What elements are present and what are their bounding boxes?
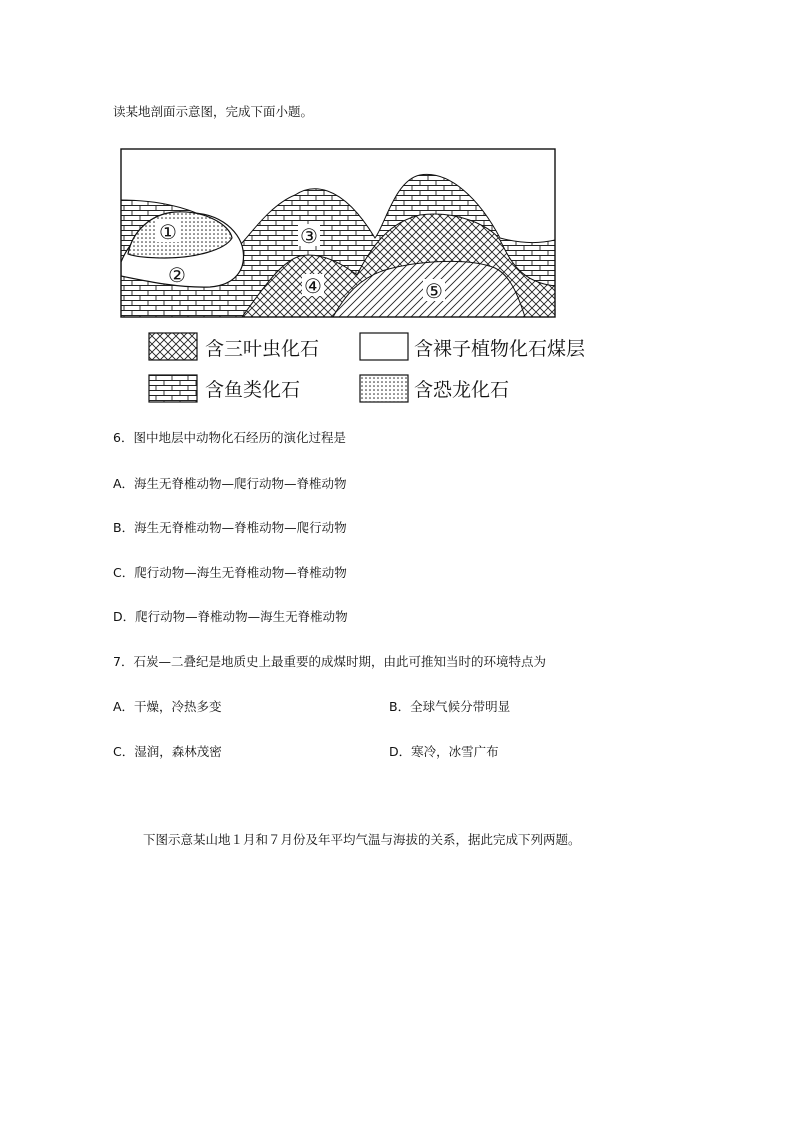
legend-swatch-trilobite (149, 333, 197, 360)
intro-text: 读某地剖面示意图，完成下面小题。 (113, 104, 314, 119)
question-6-option-d: D．爬行动物—脊椎动物—海生无脊椎动物 (113, 609, 348, 624)
question-7-stem: 7．石炭—二叠纪是地质史上最重要的成煤时期，由此可推知当时的环境特点为 (113, 654, 546, 669)
legend-label-trilobite: 含三叶虫化石 (205, 338, 320, 360)
label-5: ⑤ (425, 279, 443, 303)
question-7-option-a: A．干燥，冷热多变 (113, 699, 222, 714)
label-4: ④ (304, 274, 322, 298)
legend-swatch-gymnosperm-coal (360, 333, 408, 360)
legend (149, 333, 585, 402)
legend-swatch-fish (149, 375, 197, 402)
label-2: ② (168, 263, 186, 287)
question-6-option-b: B．海生无脊椎动物—脊椎动物—爬行动物 (113, 520, 347, 535)
question-7-option-c: C．湿润，森林茂密 (113, 744, 222, 759)
question-7-option-b: B．全球气候分带明显 (389, 699, 511, 714)
label-3: ③ (300, 224, 318, 248)
legend-label-dinosaur: 含恐龙化石 (414, 379, 510, 401)
legend-label-gymnosperm-coal: 含裸子植物化石煤层 (414, 338, 586, 360)
question-6-stem: 6．图中地层中动物化石经历的演化过程是 (113, 430, 346, 445)
question-7-option-d: D．寒冷，冰雪广布 (389, 744, 499, 759)
geologic-cross-section-figure (0, 0, 794, 420)
legend-label-fish: 含鱼类化石 (205, 379, 301, 401)
label-1: ① (159, 220, 177, 244)
next-section-intro: 下图示意某山地１月和７月份及年平均气温与海拔的关系，据此完成下列两题。 (143, 832, 581, 847)
legend-swatch-dinosaur (360, 375, 408, 402)
question-6-option-c: C．爬行动物—海生无脊椎动物—脊椎动物 (113, 565, 347, 580)
question-6-option-a: A．海生无脊椎动物—爬行动物—脊椎动物 (113, 476, 347, 491)
